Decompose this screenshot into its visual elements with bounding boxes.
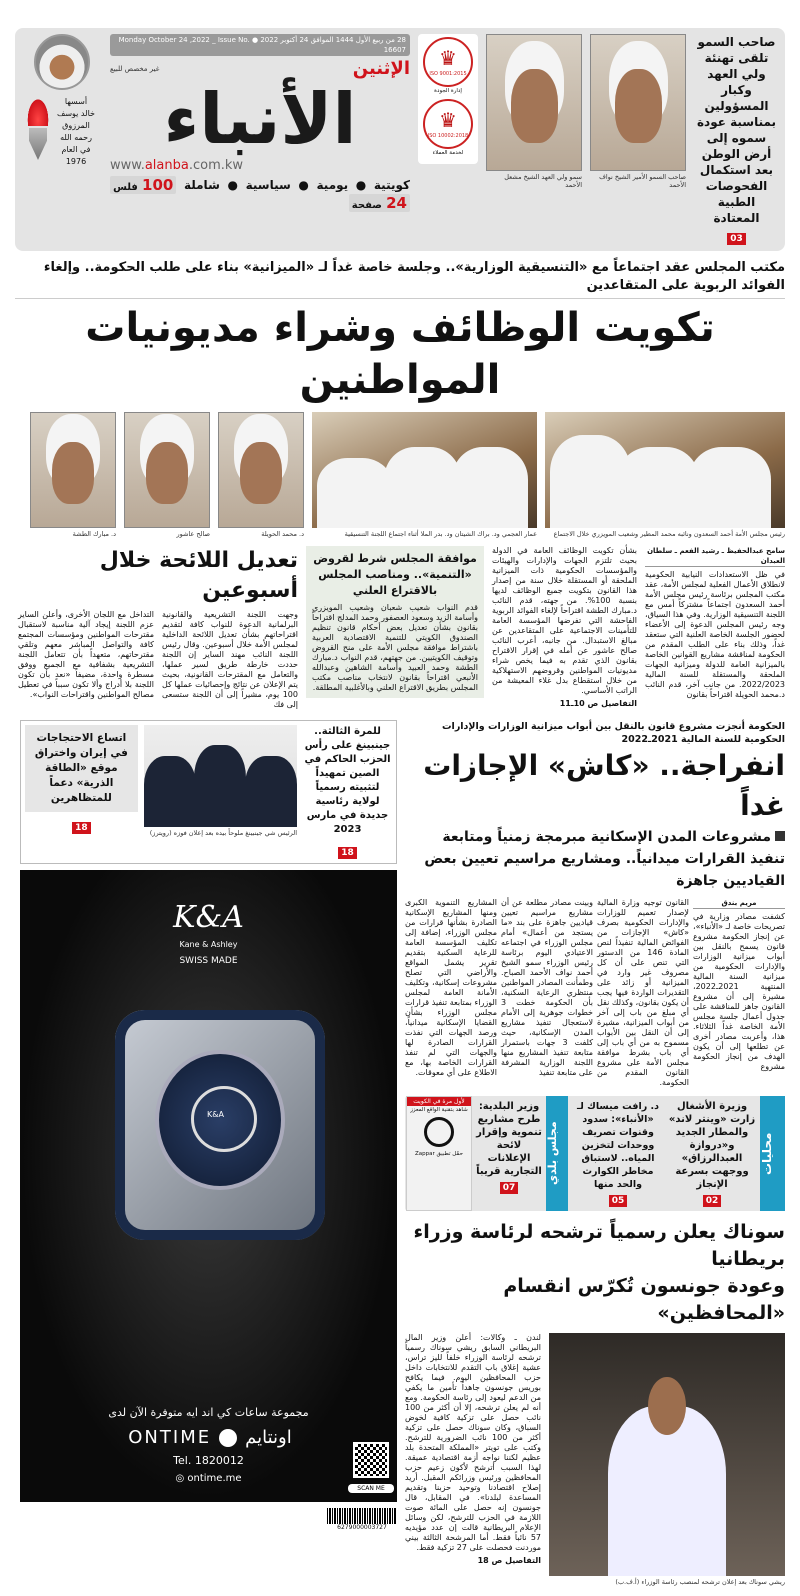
founder-portrait [34, 34, 90, 90]
iso-seal-icon: ♛ ISO 10002:2018 [423, 99, 473, 149]
iso-seal-icon: ♛ ISO 9001:2015 [423, 37, 473, 87]
continued-link[interactable]: التفاصيل ص 10ـ11 [559, 699, 637, 708]
strip-item[interactable]: د. رافت ميساك لـ «الأنباء»: سدود وقنوات تصريف ووحدات لتخزين المياه.. لاستباق مخاطر الكوارث والحد منها 05 [577, 1101, 659, 1206]
iso-certificates [418, 34, 478, 164]
day-label: الإثنين [352, 58, 410, 79]
box-story [306, 546, 484, 698]
ad-phone: Tel. 1820012 [173, 1454, 244, 1467]
tag: شاملة [183, 178, 220, 192]
iso-label: لخدمة العملاء [432, 150, 464, 156]
flame-icon [26, 96, 50, 126]
barcode-number: 6279000003727 [337, 1524, 387, 1531]
divider [15, 298, 785, 299]
inside-pages-strip [405, 1096, 785, 1211]
lead-box[interactable] [694, 34, 779, 245]
bullet-icon [775, 831, 785, 841]
article-column: بشأن تكويت الوظائف العامة في الدولة بحيث تلتزم الجهات والإدارات والهيئات والمؤسسات الحكومية ذات الميزانية الملحقة أو المستقلة خلال سنة من إصدار هذا القانون بتكويت جميع الوظائف لديها بنسبة 100%. من جهته، قدم النائب د.مبارك الطشة اقتراحاً لإلغاء الفوائد الربوية الفاحشة التي تفرضها المؤسسة العامة للتأمينات الاجتماعية على المتقاعدين عن مبالغ الاستبدال. من جانبه، أعرب النائب صالح عاشور عن أمله في إقرار الاقتراح بقانون الذي تقدم به فيما يخص شراء مديونيات المواطنين وقروضهم الاستهلاكية من خلال استقطاع بدل غلاء المعيشة من الراتب الأساسي. [492, 546, 637, 695]
second-headline[interactable]: انفراجة.. «كاش» الإجازات غداً [423, 749, 785, 822]
ad-brand-sub: Kane & Ashley [179, 940, 238, 949]
uk-headline[interactable]: سوناك يعلن رسمياً ترشحه لرئاسة وزراء بريطانيا وعودة جونسون تُكرّس انقسام «المحافظين» [413, 1221, 785, 1324]
main-kicker: مكتب المجلس عقد اجتماعاً مع «التنسيقية الوزارية».. وجلسة خاصة غداً لـ «الميزانية» بناء على طلب الحكومة.. وإلغاء الفوائد الربوية على المتقاعدين [43, 260, 785, 293]
photo-caption: د. مبارك الطشة [72, 530, 116, 538]
photo-caption: ريشي سوناك بعد إعلان ترشحه لمنصب رئاسة الوزراء (أ.ف.ب) [615, 1578, 785, 1586]
world-news-box [20, 720, 397, 864]
side-headline[interactable]: تعديل اللائحة خلال أسبوعين [99, 548, 298, 603]
iran-headline[interactable]: اتساع الاحتجاجات في إيران واختراق موقع «الطاقة الذرية» دعماً للمتظاهرين [25, 725, 138, 812]
ad-swiss-made: SWISS MADE [179, 956, 238, 966]
dateline: 28 من ربيع الأول 1444 الموافق 24 أكتوبر 2022 ● Monday October 24 ,2022 _ Issue No. 16607 [110, 34, 410, 56]
watch-advertisement[interactable] [20, 870, 397, 1502]
article-column: التداخل مع اللجان الأخرى، وأعلن الساير عزم اللجنة إيجاد آلية مناسبة لاستقبال مقترحات المواطنين ومؤسسات المجتمع كافة والتواصل المباشر معهم وتلقي مقترحاتهم، متعهداً بأن تتعامل اللجنة التشريعية بشفافية مع الجميع ووفق مسطرة واحدة، مضيفاً «نعد بأن تكون اللجنة بلا أدراج وألا تكون سبباً في تعطيل مصالح المواطنين واقتراحات النواب». [18, 610, 154, 699]
article-column: قدم النواب شعيب شعبان وشعيب المويزري وأسامة الزيد وسعود العصفور وحمد المدلج اقتراحاً بقانون بشأن تعديل بعض أحكام قانون تنظيم الصندوق الكويتي للتنمية الاقتصادية العربية باشتراط موافقة مجلس الأمة على منح القروض وتوقيف الكويتيين. من جهتهم، قدم النواب د.مبارك الطشة وحمد العبيد وأسامة الشاهين وعبدالله الأنبعي اقتراحاً بقانون لانتخاب مناصب مكتب المجلس بطريق الاقتراع العلني وبالأغلبية المطلقة. [312, 603, 478, 692]
masthead [15, 28, 785, 251]
china-headline[interactable]: للمرة الثالثة.. جينبينغ على رأس الحزب الحاكم في الصين تمهيداً لتثبيته رسمياً لولاية رئاسية جديدة في مارس 2023 [304, 726, 391, 835]
barcode-block [327, 1508, 397, 1532]
page-ref-badge[interactable]: 02 [703, 1195, 722, 1207]
section-ribbon-municipal: مجلس بلدي [546, 1096, 568, 1211]
photo-caption: الرئيس شي جينبينغ ملوحاً بيده بعد إعلان فوزه (رويترز) [149, 829, 297, 837]
continued-link[interactable]: التفاصيل ص 18 [477, 1556, 541, 1565]
photo-row [15, 412, 785, 538]
byline: سامح عبدالحفيظ ـ رشيد الفعم ـ سلطان العبدان [645, 546, 785, 567]
byline: مريم بندق [693, 898, 785, 909]
lower-section [15, 720, 785, 1586]
meeting-photo [545, 412, 785, 528]
founder-text: أسسها خالد يوسف المرزوق رحمه الله في العام 1976 [57, 97, 95, 166]
article-column: لندن ـ وكالات: أعلن وزير المال البريطاني السابق ريشي سوناك رسمياً ترشحه لرئاسة الوزراء خلفاً لليز تراس، عشية إغلاق باب التقدم للانتخابات داخل حزب المحافظين اليوم. فيما يكافح بوريس جونسون جاهداً تأمين ما يكفي من الدعم ليعود إلى رئاسة الحكومة. ومع أنه لم يعلن ترشحه، إلا أن أكثر من 100 نائب حصل على تزكية كافية لخوض السباق، وكان سوناك حصل على تزكية أكثر من 100 نائب الضرورية للترشح. وكتب على تويتر «المملكة المتحدة بلد عظيم لكننا نواجه أزمة اقتصادية عميقة. لهذا السبب أترشح لأكون زعيم حزب المحافظين ورئيس وزرائكم المقبل. أريد إصلاح اقتصادنا وتوحيد حزبنا وتقديم المساعدة لبلدنا». في المقابل، قال جونسون إنه حصل على المائة صوت اللازمة في الحزب للترشح، لكن وسائل الإعلام البريطانية قالت إن عدد مؤيديه 57 نائباً فقط. أما المرشحة الثالثة بيني موردنت فحصلت على 27 تزكية فقط. [405, 1333, 541, 1552]
photo-caption: عمار العجمي ود. براك الشيتان ود. بدر الملا أثناء اجتماع اللجنة التنسيقية [344, 530, 537, 538]
photo-caption: د. محمد الحويلة [261, 530, 304, 538]
main-story-body [15, 546, 785, 710]
ar-promo[interactable]: لأول مرة في الكويت شاهد بتقنية الواقع المعزز حمّل تطبيق Zappar [406, 1096, 472, 1211]
price-badge: 100 فلس [110, 176, 176, 194]
page-ref-badge[interactable]: 03 [727, 233, 746, 245]
article-column: وبينت مصادر مطلعة عن أن مشاريع مراسيم تعيين قياديين جاهزة على بند «ما يستجد من أعمال» أمام مجلس الوزراء في اجتماعه الاعتيادي اليوم برئاسة رئيس الوزراء سمو الشيخ أحمد نواف الأحمد الصباح. وطمأنت المصادر المواطنين منتظري الرعاية السكنية، بأن الحكومة خطت 3 خطوات جوهرية إلى الأمام لاستعجال تنفيذ مشاريع المدن الإسكانية، حيث كلفت 3 جهات باستمرار متابعة تنفيذ المشاريع منها اللجنة الوزارية المشرفة على متابعة تنفيذ [501, 898, 593, 1077]
website-link[interactable]: www.alanba.com.kw [110, 158, 244, 173]
ad-brand: K&A [173, 900, 244, 935]
tag: سياسية [245, 178, 291, 192]
mp-photo [30, 412, 116, 528]
box-headline[interactable]: موافقة المجلس شرط لقروض «التنمية».. ومناصب المجلس بالاقتراع العلني [313, 552, 477, 597]
scan-me-label: SCAN ME [348, 1484, 394, 1493]
zappar-icon [424, 1117, 454, 1147]
article-column: كشفت مصادر وزارية في تصريحات خاصة لـ «الأنباء»، عن إنجاز الحكومة مشروع قانون يسمح بالنقل بين أبواب ميزانية الوزارات والإدارات الحكومية من ميزانية السنة المالية المنتهية 2021ـ2022، مشيرة إلى أن مشروع القانون جاهز للمناقشة على جدول أعمال جلسة مجلس الأمة الخاصة غداً الثلاثاء. هذا، وأعربت مصادر أخرى عن تطلعها إلى أن يكون الهدف من إنجاز الحكومة مشروع [693, 912, 785, 1071]
iso-label: إدارة الجودة [434, 88, 462, 94]
strip-item[interactable]: وزيرة الأشغال زارت «وينتر لاند» والمطار الجديد و«دروازة العبدالرزاق» ووجهت بسرعة الإنجاز 02 [668, 1101, 756, 1206]
article-column: القانون توجيه وزارة المالية لإصدار تعميم للوزارات والإدارات الحكومية بصرف «كاش» الإجازات من الفوائض المالية تنفيذاً لنص المادة 146 من الدستور التي تنص على أن كل مصروف غير وارد في الميزانية أو زائد على التقديرات الواردة فيها يجب أن يكون بقانون، وكذلك نقل أي مبلغ من باب إلى آخر من أبواب الميزانية، مشيرة إلى أن النقل بين الأبواب مسموح به من أي باب إلى أي باب بشرط موافقة مجلس الأمة على مشروع القانون المقدم من الحكومة. [597, 898, 689, 1087]
mp-photo [124, 412, 210, 528]
ad-available-text: مجموعة ساعات كي اند ايه متوفرة الآن لدى [108, 1406, 309, 1419]
main-headline[interactable]: تكويت الوظائف وشراء مديونيات المواطنين [85, 305, 715, 403]
newspaper-logo: الأنباء [163, 78, 357, 160]
not-for-sale: غير مخصص للبيع [110, 65, 160, 73]
article-column: وجهت اللجنة التشريعية والقانونية البرلمانية الدعوة للنواب كافة لتقديم اقتراحاتهم بشأن تعديل اللائحة الداخلية لمجلس الأمة خلال أسبوعين. وقال رئيس اللجنة النائب مهند الساير إن اللجنة حددت خارطة طريق لسير عملها، والتعامل مع المقترحات القانونية، بحيث يتم الإعلان عن نتائج وإحصائيات عملها كل 100 يوم، مشيراً إلى أن اللجنة ستسعى إلى فك [162, 610, 298, 709]
ad-instagram[interactable]: ◎ ontime.me [175, 1473, 242, 1484]
photo-caption: صاحب السمو الأمير الشيخ نواف الأحمد [599, 173, 686, 189]
article-column: في ظل الاستعدادات النيابية الحكومية لانطلاق الأعمال الفعلية لمجلس الأمة، عقد مكتب المجلس برئاسة رئيس مجلس الأمة أحمد السعدون اجتماعاً مشتركاً أمس مع اللجنة التنسيقية الوزارية. وفي هذا السياق، وجه رئيس المجلس الدعوة إلى الأعضاء لحضور الجلسة الخاصة العلنية التي ستعقد غداً، وذلك بناء على الطلب المقدم من الحكومة لمناقشة مشاريع القوانين الخاصة بالميزانية العامة للدولة وميزانية الجهات الملحقة والمستقلة للسنة المالية 2022/2023. من جانب آخر، قدم النائب د.محمد الحويلة اقتراحاً بقانون [645, 570, 785, 699]
ontime-logo: ONTIME اونتايم [128, 1427, 292, 1448]
emir-photo [590, 34, 686, 171]
committee-photo [312, 412, 537, 528]
xi-jinping-photo [144, 725, 297, 827]
crown-prince-photo [486, 34, 582, 171]
second-subhead: مشروعات المدن الإسكانية مبرمجة زمنياً ومتابعة تنفيذ القرارات ميدانياً.. ومشاريع مراسيم تعيين بعض القياديين جاهزة [424, 829, 785, 889]
page-ref-badge[interactable]: 07 [500, 1182, 519, 1194]
pen-nib-icon [29, 128, 47, 160]
tag: يومية [316, 178, 349, 192]
sunak-photo [549, 1333, 785, 1576]
page-ref-badge[interactable]: 18 [338, 847, 357, 859]
tag: كويتية [373, 178, 410, 192]
page-ref-badge[interactable]: 18 [72, 822, 91, 834]
photo-caption: صالح عاشور [176, 530, 210, 538]
section-ribbon-local: محليات [760, 1096, 785, 1211]
lead-box-headline[interactable]: صاحب السمو تلقى تهنئة ولي العهد وكبار المسؤولين بمناسبة عودة سموه إلى أرض الوطن بعد استكمال الفحوصات الطبية المعتادة [696, 35, 777, 225]
qr-code[interactable] [353, 1442, 389, 1478]
photo-caption: رئيس مجلس الأمة أحمد السعدون ونائبه محمد المطير وشعيب المويزري خلال الاجتماع [553, 530, 785, 538]
strip-item[interactable]: وزير البلدية: طرح مشاريع تنموية وإقرار لائحة الإعلانات التجارية قريباً 07 [476, 1101, 542, 1193]
page-ref-badge[interactable]: 05 [609, 1195, 628, 1207]
tagline: كويتية ● يومية ● سياسية ● شاملة 100 فلس 24 صفحة [110, 176, 410, 212]
second-kicker: الحكومة أنجزت مشروع قانون بالنقل بين أبواب ميزانية الوزارات والإدارات الحكومية للسنة المالية 2021ـ2022 [442, 721, 785, 745]
watch-dial: K&A [155, 1050, 285, 1190]
mp-photo [218, 412, 304, 528]
photo-caption: سمو ولي العهد الشيخ مشعل الأحمد [504, 173, 582, 189]
watch-image [115, 1010, 325, 1240]
article-column: المشاريع التنموية الكبرى ومنها المشاريع الإسكانية الصادرة بشأنها قرارات من مجلس الوزراء، إضافة إلى تكليف المؤسسة العامة للرعاية السكنية بتقديم تقرير يشمل المواقع والأراضي التي تصلح مشروعات إسكانية، وتكليف الأمانة العامة لمجلس الوزراء بمتابعة تنفيذ قرارات مجلس الوزراء بشأن القضايا الإسكانية ميدانياً، ورصد الجهات التي نفذت القرارات الصادرة لها والجهات التي لم تنفذ القرارات الخاصة بها، مع الاطلاع على أي معوقات. [405, 898, 497, 1077]
barcode [327, 1508, 397, 1524]
pages-badge: 24 صفحة [349, 194, 410, 212]
